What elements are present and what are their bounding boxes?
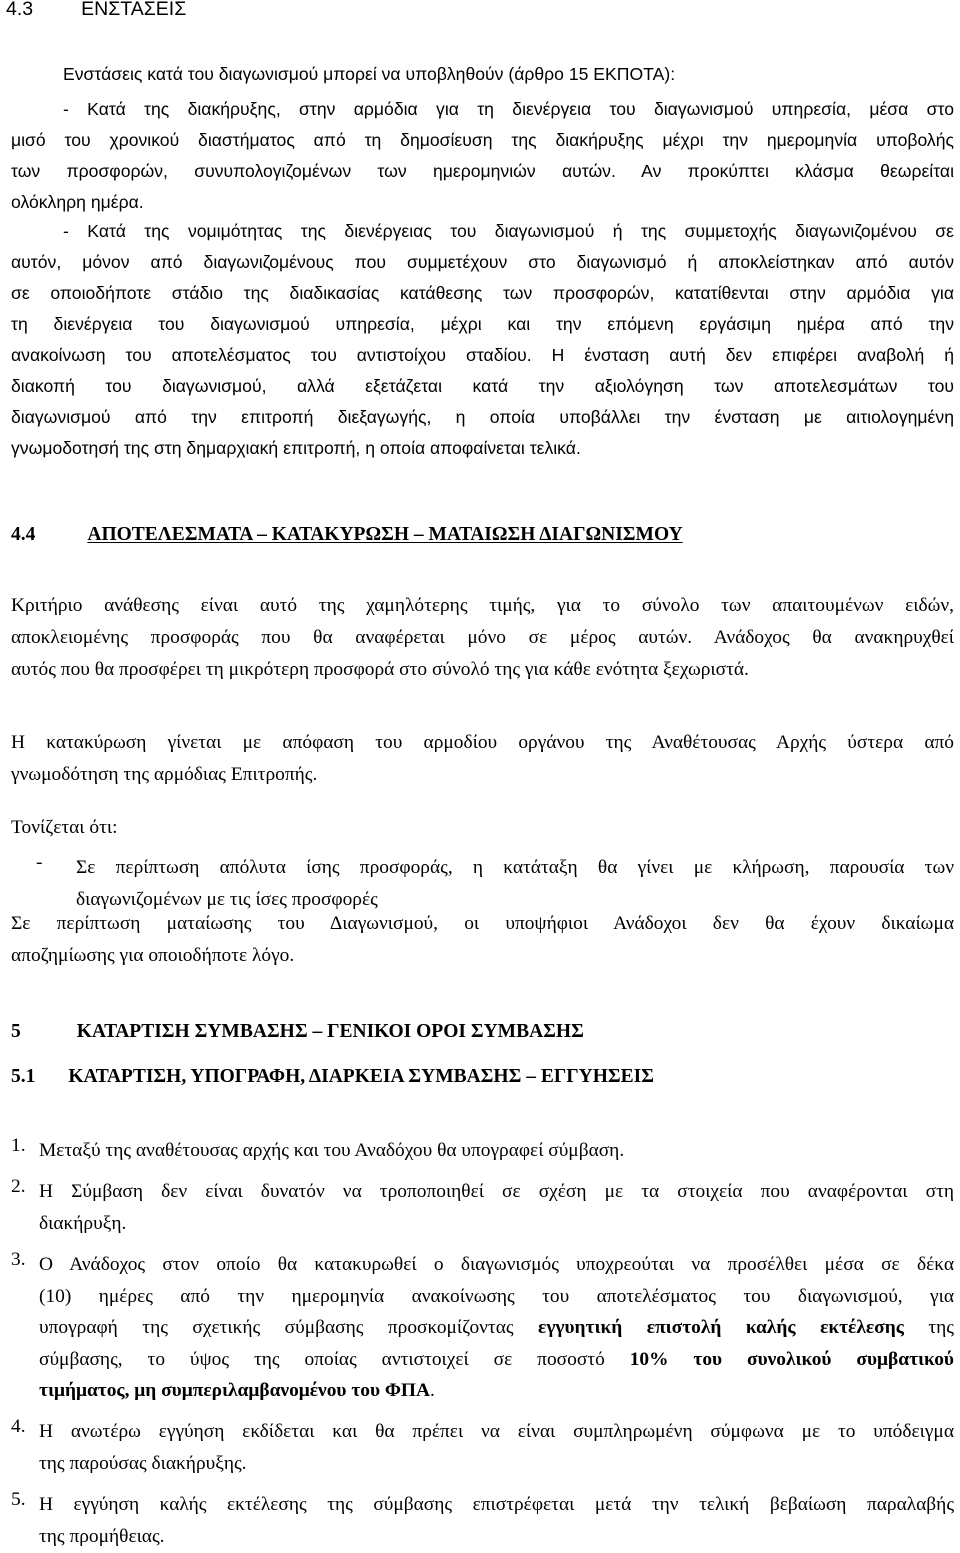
text-line: της προμήθειας. <box>39 1526 165 1547</box>
item-number: 2. <box>11 1176 26 1197</box>
text-line: αποζημίωσης για οποιοδήποτε λόγο. <box>11 945 295 966</box>
item-number: 1. <box>11 1135 26 1156</box>
section-title: ΑΠΟΤΕΛΕΣΜΑΤΑ – ΚΑΤΑΚΥΡΩΣΗ – ΜΑΤΑΙΩΣΗ ΔΙΑΓΩΝΙΣΜΟΥ <box>87 524 683 545</box>
text-span: σύμβασης, το ύψος της οποίας αντιστοιχεί σε ποσοστό <box>39 1348 630 1370</box>
text-line: - Κατά της νομιμότητας της διενέργειας του διαγωνισμού ή της συμμετοχής διαγωνιζομένου σε <box>63 221 954 241</box>
lead-line: Ενστάσεις κατά του διαγωνισμού μπορεί να υποβληθούν (άρθρο 15 ΕΚΠΟΤΑ): <box>63 64 676 84</box>
text-line: Σε περίπτωση απόλυτα ίσης προσφοράς, η κατάταξη θα γίνει με κλήρωση, παρουσία των <box>76 857 954 878</box>
objections-lead <box>63 64 675 85</box>
cancellation-paragraph <box>11 908 954 972</box>
section-4-3-heading <box>6 0 186 21</box>
text-line: Η Σύμβαση δεν είναι δυνατόν να τροποποιηθεί σε σχέση με τα στοιχεία που αναφέρονται στη <box>39 1181 954 1202</box>
contract-item-1 <box>39 1135 954 1167</box>
text-line: αυτός που θα προσφέρει τη μικρότερη προσφορά στο σύνολό της για κάθε ενότητα ξεχωριστά. <box>11 659 749 680</box>
text-line: μισό του χρονικού διαστήματος από τη δημοσίευση της διακήρυξης μέχρι την ημερομηνία υποβολής <box>11 130 954 150</box>
text-line: γνωμοδοτησή της στη δημαρχιακή επιτροπή, η οποία αποφαίνεται τελικά. <box>11 438 581 458</box>
text-line <box>39 1375 954 1407</box>
bullet-marker: - <box>36 852 43 873</box>
text-line: αυτόν, μόνον από διαγωνιζομένους που συμμετέχουν στο διαγωνισμό ή αποκλείστηκαν από αυτόν <box>11 252 954 272</box>
objections-paragraph-2 <box>11 216 954 464</box>
bold-span: τιμήματος, μη συμπεριλαμβανομένου του ΦΠΑ <box>39 1380 431 1401</box>
objections-paragraph-1 <box>11 94 954 218</box>
text-line: Κριτήριο ανάθεσης είναι αυτό της χαμηλότερης τιμής, για το σύνολο των απαιτουμένων ειδών, <box>11 595 954 616</box>
text-line <box>39 1344 954 1376</box>
section-title: ΕΝΣΤΑΣΕΙΣ <box>81 0 187 20</box>
bold-span: εγγυητική επιστολή καλής εκτέλεσης <box>538 1317 904 1338</box>
contract-item-4 <box>39 1416 954 1480</box>
text-line: Σε περίπτωση ματαίωσης του Διαγωνισμού, οι υποψήφιοι Ανάδοχοι δεν θα έχουν δικαίωμα <box>11 913 954 934</box>
emphasis-paragraph <box>11 817 117 839</box>
text-line: (10) ημέρες από την ημερομηνία ανακοίνωσης του αποτελέσματος του διαγωνισμού, για <box>39 1285 954 1307</box>
section-title: ΚΑΤΑΡΤΙΣΗ ΣΥΜΒΑΣΗΣ – ΓΕΝΙΚΟΙ ΟΡΟΙ ΣΥΜΒΑΣΗΣ <box>76 1021 584 1042</box>
tie-bullet-item <box>76 852 954 916</box>
contract-item-5 <box>39 1489 954 1553</box>
text-line: διακήρυξη. <box>39 1213 127 1234</box>
text-line: σε οποιοδήποτε στάδιο της διαδικασίας κατάθεσης των προσφορών, κατατίθενται στην αρμόδια για <box>11 283 954 303</box>
section-title: ΚΑΤΑΡΤΙΣΗ, ΥΠΟΓΡΑΦΗ, ΔΙΑΡΚΕΙΑ ΣΥΜΒΑΣΗΣ – ΕΓΓΥΗΣΕΙΣ <box>68 1066 655 1087</box>
text-line: της παρούσας διακήρυξης. <box>39 1453 247 1474</box>
section-number: 5.1 <box>11 1066 36 1087</box>
text-line: αποκλειομένης προσφοράς που θα αναφέρεται μόνο σε μέρος αυτών. Ανάδοχος θα ανακηρυχθεί <box>11 627 954 648</box>
text-span: της <box>903 1317 954 1338</box>
item-number: 5. <box>11 1489 26 1510</box>
text-line: ανακοίνωση του αποτελέσματος του αντιστοίχου σταδίου. Η ένσταση αυτή δεν επιφέρει αναβολή ή <box>11 345 954 365</box>
text-line: Η ανωτέρω εγγύηση εκδίδεται και θα πρέπει να είναι συμπληρωμένη σύμφωνα με το υπόδειγμα <box>39 1421 954 1442</box>
text-line: διακοπή του διαγωνισμού, αλλά εξετάζεται κατά την αξιολόγηση των αποτελεσμάτων του <box>11 376 954 396</box>
item-number: 3. <box>11 1249 26 1270</box>
text-line: γνωμοδότηση της αρμόδιας Επιτροπής. <box>11 764 318 785</box>
section-number: 4.4 <box>11 524 36 545</box>
text-line: διαγωνισμού από την επιτροπή διεξαγωγής, η οποία υποβάλλει την ένσταση με αιτιολογημένη <box>11 407 954 427</box>
text-span: υπογραφή της σχετικής σύμβασης προσκομίζοντας <box>39 1317 539 1338</box>
text-line: ολόκληρη ημέρα. <box>11 192 144 212</box>
text-line: - Κατά της διακήρυξης, στην αρμόδια για τη διενέργεια του διαγωνισμού υπηρεσία, μέσα στο <box>63 99 954 119</box>
text-line: Τονίζεται ότι: <box>11 817 118 838</box>
text-line: διαγωνιζομένων με τις ίσες προσφορές <box>76 889 378 910</box>
contract-item-2 <box>39 1176 954 1240</box>
text-line: τη διενέργεια του διαγωνισμού υπηρεσία, μέχρι και την επόμενη εργάσιμη ημέρα από την <box>11 314 954 334</box>
text-line: Η κατακύρωση γίνεται με απόφαση του αρμοδίου οργάνου της Αναθέτουσας Αρχής ύστερα από <box>11 732 954 753</box>
text-span: . <box>430 1380 435 1401</box>
text-line: Η εγγύηση καλής εκτέλεσης της σύμβασης επιστρέφεται μετά την τελική βεβαίωση παραλαβής <box>39 1494 954 1515</box>
award-decision-paragraph <box>11 727 954 791</box>
bold-span: 10% του συνολικού συμβατικού <box>629 1348 954 1370</box>
text-line: Μεταξύ της αναθέτουσας αρχής και του Αναδόχου θα υπογραφεί σύμβαση. <box>39 1140 625 1161</box>
text-line: των προσφορών, συνυπολογιζομένων των ημερομηνιών αυτών. Αν προκύπτει κλάσμα θεωρείται <box>11 161 954 181</box>
item-number: 4. <box>11 1416 26 1437</box>
award-criteria-paragraph <box>11 590 954 686</box>
contract-item-3 <box>39 1249 954 1407</box>
section-5-heading <box>11 1021 584 1043</box>
section-number: 4.3 <box>6 0 34 20</box>
text-line <box>39 1312 954 1344</box>
section-number: 5 <box>11 1021 21 1042</box>
section-5-1-heading <box>11 1066 654 1088</box>
text-line: Ο Ανάδοχος στον οποίο θα κατακυρωθεί ο διαγωνισμός υποχρεούται να προσέλθει μέσα σε δέκα <box>39 1254 954 1275</box>
section-4-4-heading <box>11 524 683 546</box>
